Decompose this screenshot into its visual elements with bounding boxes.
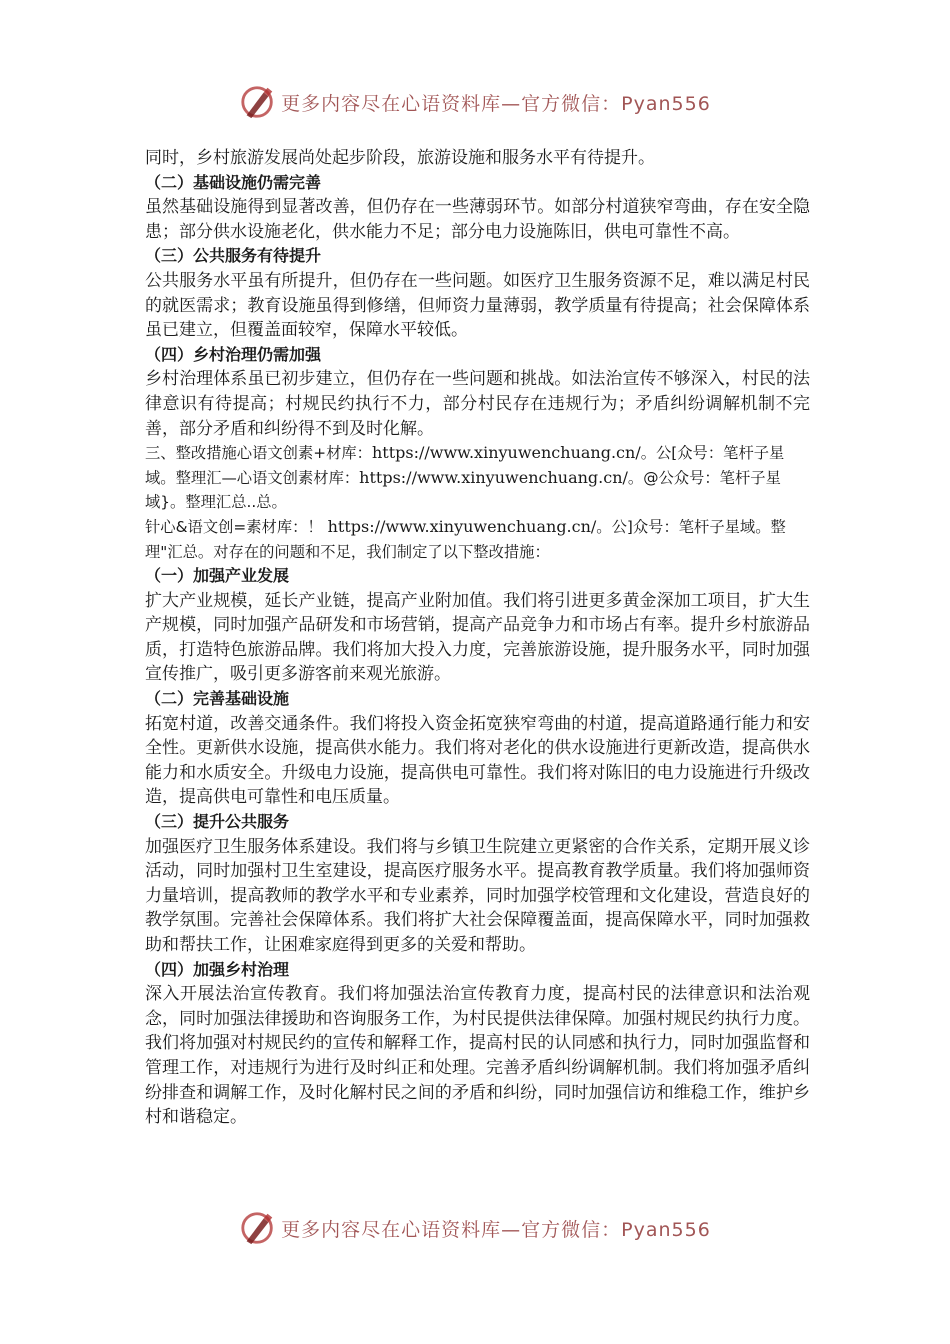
header-banner-text: 更多内容尽在心语资料库—官方微信：Pyan556 — [281, 92, 711, 115]
url-text: https://www.xinyuwenchuang.cn/ — [371, 443, 641, 463]
paragraph-with-links — [145, 441, 810, 515]
paragraph: 深入开展法治宣传教育。我们将加强法治宣传教育力度，提高村民的法律意识和法治观念，同时加强法律援助和咨询服务工作，为村民提供法律保障。加强村规民约执行力度。我们将加强对村规民约的宣传和解释工作，提高村民的认同感和执行力，同时加强监督和管理工作，对违规行为进行及时纠正和处理。完善矛盾纠纷调解机制。我们将加强矛盾纠纷排查和调解工作，及时化解村民之间的矛盾和纠纷，同时加强信访和维稳工作，维护乡村和谐稳定。 — [145, 984, 810, 1128]
pen-logo-icon — [239, 1209, 277, 1247]
paragraph: 乡村治理体系虽已初步建立，但仍存在一些问题和挑战。如法治宣传不够深入，村民的法律意识有待提高；村规民约执行不力，部分村民存在违规行为；矛盾纠纷调解机制不完善，部分矛盾和纠纷得不到及时化解。 — [145, 369, 810, 439]
text-fragment: 。公]众号：笔杆子星域。整理"汇总。对存在的问题和不足，我们制定了以下整改措施： — [145, 517, 786, 561]
section-heading: （二）完善基础设施 — [145, 689, 290, 709]
paragraph: 拓宽村道，改善交通条件。我们将投入资金拓宽狭窄弯曲的村道，提高道路通行能力和安全性。更新供水设施，提高供水能力。我们将对老化的供水设施进行更新改造，提高供水能力和水质安全。升级电力设施，提高供电可靠性。我们将对陈旧的电力设施进行升级改造，提高供电可靠性和电压质量。 — [145, 713, 810, 808]
paragraph: 公共服务水平虽有所提升，但仍存在一些问题。如医疗卫生服务资源不足，难以满足村民的就医需求；教育设施虽得到修缮，但师资力量薄弱，教学质量有待提高；社会保障体系虽已建立，但覆盖面较窄，保障水平较低。 — [145, 270, 810, 341]
document-body — [145, 146, 810, 1130]
paragraph-with-links — [145, 515, 810, 564]
text-fragment: 。公[众号：笔杆子星域。整理汇—心语文创素材库： — [145, 444, 785, 487]
section-heading: （三）提升公共服务 — [145, 812, 290, 832]
text-fragment: 三、整改措施心语文创素+材库： — [145, 444, 372, 463]
section-heading: （三）公共服务有待提升 — [145, 246, 322, 266]
url-text: https://www.xinyuwenchuang.cn/ — [327, 516, 597, 536]
section-heading: （四）加强乡村治理 — [145, 959, 290, 979]
section-heading: （四）乡村治理仍需加强 — [145, 344, 322, 364]
footer-banner-text: 更多内容尽在心语资料库—官方微信：Pyan556 — [281, 1218, 711, 1241]
section-heading: （一）加强产业发展 — [145, 566, 290, 586]
pen-logo-icon — [239, 83, 277, 121]
paragraph: 加强医疗卫生服务体系建设。我们将与乡镇卫生院建立更紧密的合作关系，定期开展义诊活动，同时加强村卫生室建设，提高医疗服务水平。提高教育教学质量。我们将加强师资力量培训，提高教师的教学水平和专业素养，同时加强学校管理和文化建设，营造良好的教学氛围。完善社会保障体系。我们将扩大社会保障覆盖面，提高保障水平，同时加强救助和帮扶工作，让困难家庭得到更多的关爱和帮助。 — [145, 836, 810, 955]
paragraph: 同时，乡村旅游发展尚处起步阶段，旅游设施和服务水平有待提升。 — [145, 148, 655, 168]
text-fragment: 针心&语文创=素材库：！ — [145, 517, 328, 536]
section-heading: （二）基础设施仍需完善 — [145, 172, 322, 192]
header-banner — [0, 82, 950, 122]
url-text: https://www.xinyuwenchuang.cn/ — [359, 467, 628, 487]
paragraph: 虽然基础设施得到显著改善，但仍存在一些薄弱环节。如部分村道狭窄弯曲，存在安全隐患；部分供水设施老化，供水能力不足；部分电力设施陈旧，供电可靠性不高。 — [145, 197, 810, 242]
footer-banner — [0, 1208, 950, 1248]
paragraph: 扩大产业规模，延长产业链，提高产业附加值。我们将引进更多黄金深加工项目，扩大生产规模，同时加强产品研发和市场营销，提高产品竞争力和市场占有率。提升乡村旅游品质，打造特色旅游品牌。我们将加大投入力度，完善旅游设施，提升服务水平，同时加强宣传推广，吸引更多游客前来观光旅游。 — [145, 590, 810, 685]
text-fragment: 。@公众号：笔杆子星域}。整理汇总..总。 — [145, 468, 781, 512]
